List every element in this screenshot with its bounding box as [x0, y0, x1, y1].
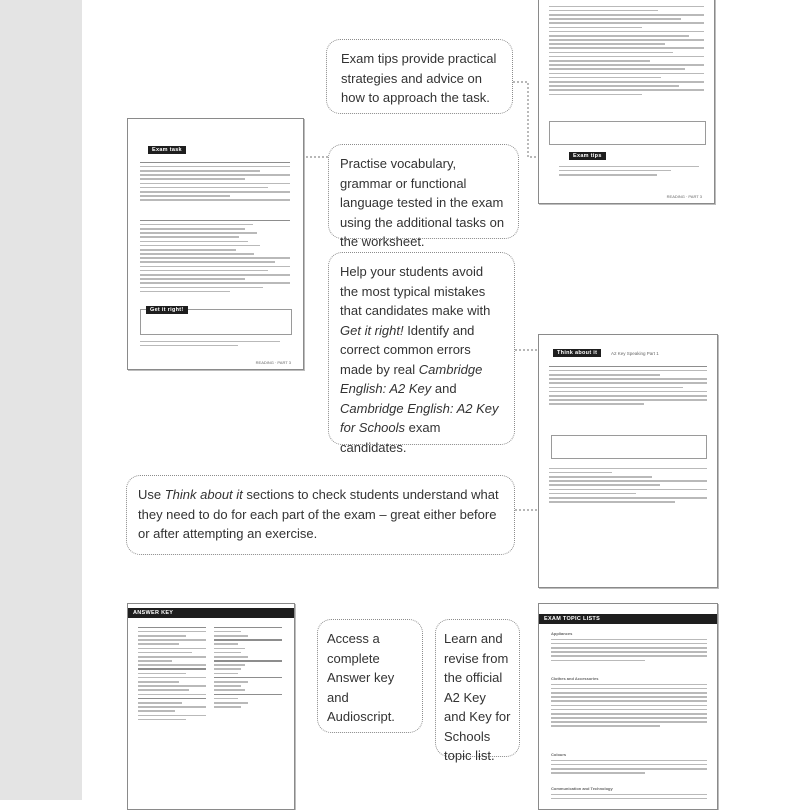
think-about-it-label: Think about it	[553, 349, 601, 357]
get-it-right-text-4: exam candidates.	[340, 420, 441, 455]
exam-tips-callout	[326, 39, 513, 114]
topic-section-communication: Communication and Technology	[551, 786, 613, 791]
get-it-right-term: Get it right!	[340, 322, 404, 338]
exam-task-label: Exam task	[148, 146, 186, 154]
worksheet-thumbnail-right	[538, 0, 715, 204]
get-it-right-text-2: Identify and correct common errors made by real	[340, 322, 475, 377]
topic-lists-thumbnail	[538, 603, 718, 810]
practise-text: Practise vocabulary, grammar or functional language tested in the exam using the additional tasks on the worksheet.	[340, 156, 505, 249]
topic-lists-callout	[435, 619, 520, 763]
a2-key-schools-term: Cambridge English: A2 Key for Schools	[340, 400, 499, 435]
answer-key-thumbnail	[127, 603, 295, 810]
topic-section-colours: Colours	[551, 752, 567, 757]
topic-lists-title: EXAM TOPIC LISTS	[539, 614, 717, 624]
think-about-it-text-2: sections to check students understand what they need to do for each part of the exam – great either before or after attempting an exercise.	[138, 487, 499, 541]
exam-tips-label: Exam tips	[569, 152, 606, 160]
get-it-right-text-1: Help your students avoid the most typical mistakes that candidates make with	[340, 264, 491, 318]
topic-section-appliances: Appliances	[551, 631, 573, 636]
think-about-it-term: Think about it	[164, 487, 243, 502]
get-it-right-text-3: and	[431, 381, 457, 396]
worksheet-right-footer: READING · PART 3	[666, 194, 702, 199]
answer-key-text: Access a complete Answer key and Audioscript.	[327, 631, 395, 724]
exam-tips-text: Exam tips provide practical strategies and advice on how to approach the task.	[341, 51, 497, 105]
think-about-it-text-1: Use	[138, 487, 165, 502]
answer-key-callout	[317, 619, 423, 733]
answer-key-title: ANSWER KEY	[128, 608, 294, 618]
think-about-it-callout	[126, 475, 515, 555]
practise-callout	[328, 144, 519, 249]
think-about-it-thumbnail	[538, 334, 718, 588]
topic-lists-text: Learn and revise from the official A2 Key and Key for Schools topic list.	[444, 631, 511, 763]
worksheet-thumbnail-left	[127, 118, 304, 370]
think-about-it-subtitle: A2 Key Speaking Part 1	[611, 351, 659, 356]
topic-section-clothes: Clothes and Accessories	[551, 676, 599, 681]
get-it-right-callout	[328, 252, 515, 455]
worksheet-left-footer: READING · PART 3	[255, 360, 291, 365]
get-it-right-label: Get it right!	[146, 306, 188, 314]
a2-key-term: Cambridge English: A2 Key	[340, 361, 483, 396]
